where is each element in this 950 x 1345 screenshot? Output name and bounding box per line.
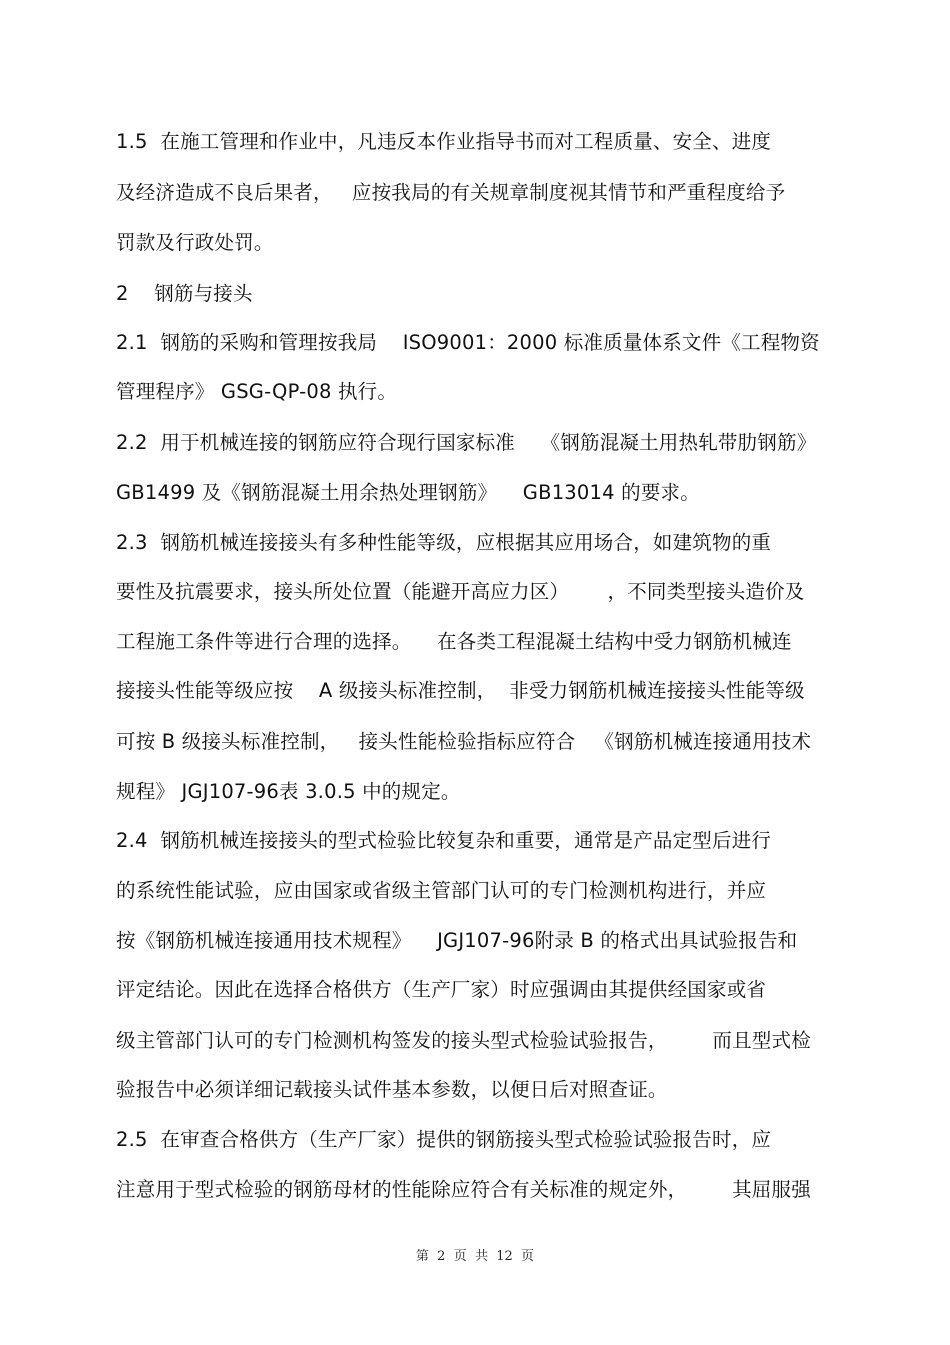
text-line: 管理程序》 GSG-QP-08 执行。 <box>116 380 398 403</box>
text-line: 的系统性能试验，应由国家或省级主管部门认可的专门检测机构进行，并应 <box>116 879 767 902</box>
text-line: 级主管部门认可的专门检测机构签发的接头型式检验试验报告， 而且型式检 <box>116 1029 811 1052</box>
text-line: 2.2 用于机械连接的钢筋应符合现行国家标准 《钢筋混凝土用热轧带肋钢筋》 <box>116 431 817 454</box>
text-line: 工程施工条件等进行合理的选择。 在各类工程混凝土结构中受力钢筋机械连 <box>116 630 792 653</box>
text-line: 验报告中必须详细记载接头试件基本参数，以便日后对照查证。 <box>116 1078 668 1101</box>
text-line: 2.5 在审查合格供方（生产厂家）提供的钢筋接头型式检验试验报告时，应 <box>116 1128 772 1151</box>
text-line: 可按 B 级接头标准控制， 接头性能检验指标应符合 《钢筋机械连接通用技术 <box>116 730 812 753</box>
text-line: 2.4 钢筋机械连接接头的型式检验比较复杂和重要，通常是产品定型后进行 <box>116 829 772 852</box>
text-line: 注意用于型式检验的钢筋母材的性能除应符合有关标准的规定外， 其屈服强 <box>116 1178 811 1201</box>
text-line: 2.1 钢筋的采购和管理按我局 ISO9001：2000 标准质量体系文件《工程物资 <box>116 331 820 354</box>
text-line: 罚款及行政处罚。 <box>116 231 274 254</box>
page-number-footer: 第 2 页 共 12 页 <box>415 1249 535 1264</box>
text-line: 按《钢筋机械连接通用技术规程》 JGJ107-96附录 B 的格式出具试验报告和 <box>116 929 798 952</box>
text-line: 2.3 钢筋机械连接接头有多种性能等级，应根据其应用场合，如建筑物的重 <box>116 531 772 554</box>
text-line: 1.5 在施工管理和作业中，凡违反本作业指导书而对工程质量、安全、进度 <box>116 130 772 153</box>
text-line: 及经济造成不良后果者， 应按我局的有关规章制度视其情节和严重程度给予 <box>116 181 786 204</box>
text-line: 接接头性能等级应按 A 级接头标准控制， 非受力钢筋机械连接接头性能等级 <box>116 679 805 702</box>
text-line: 评定结论。因此在选择合格供方（生产厂家）时应强调由其提供经国家或省 <box>116 978 767 1001</box>
text-line: 要性及抗震要求，接头所处位置（能避开高应力区） ，不同类型接头造价及 <box>116 580 805 603</box>
text-line: 规程》 JGJ107-96表 3.0.5 中的规定。 <box>116 780 461 803</box>
text-line: GB1499 及《钢筋混凝土用余热处理钢筋》 GB13014 的要求。 <box>116 481 700 504</box>
section-heading: 2 钢筋与接头 <box>116 282 253 305</box>
